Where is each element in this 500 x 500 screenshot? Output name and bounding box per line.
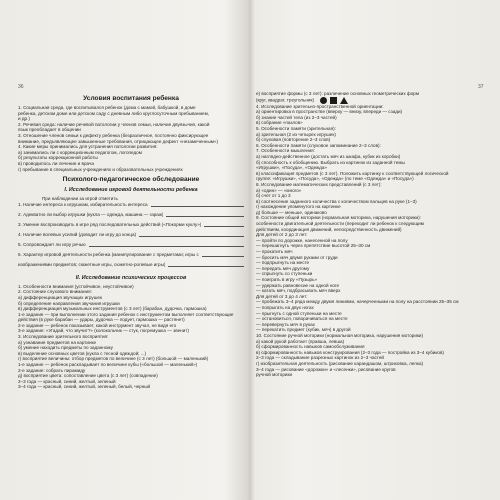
fill-in-line[interactable] [168, 262, 244, 267]
triangle-icon [340, 97, 348, 104]
list-item: а) узнавание предметов на картинке [18, 339, 97, 345]
list-item: 4. Какие меры принимались для устранения патологии развития: [18, 144, 158, 150]
fill-in-line[interactable] [166, 212, 244, 217]
fill-in-line[interactable] [151, 202, 244, 207]
list-item: б) способность к обобщению. Выбрать из картинок из заданной темы [256, 159, 405, 165]
list-item: 2-е задание — ребенок показывает, какой инструмент звучал, не видя его [18, 322, 177, 328]
list-item: 8. Исследование математических представлений (с 3 лет): [256, 181, 382, 187]
list-item: 3. Умение воспроизводить в игре ряд последовательных действий («Покорми куклу») [18, 222, 202, 228]
list-item: 2. Адекватно ли выбор игрушки (кукла — одежда, машина — гараж) [18, 212, 164, 218]
list-item: — передать мяч другому [256, 265, 310, 271]
list-item: б) определение направления звучания игрушки [18, 300, 120, 306]
right-page [256, 84, 486, 476]
list-item: — перешагнуть через препятствие высотой 25–30 см [256, 243, 371, 249]
list-item: а) дифференциация звучащих игрушек [18, 294, 102, 300]
list-item: 1. Социальная среда, где воспитывался ребенок (дома с мамой, бабушкой, в доме [18, 105, 196, 110]
list-item: 1. Особенности внимания (устойчивое, неустойчивое) [18, 283, 134, 289]
list-item: 2–3 года — красный, синий, желтый, зеленый [18, 378, 116, 384]
list-item: — прыгнуть с одной ступеньки на месте [256, 310, 342, 316]
list-item: 4. Исследование зрительно-пространственной ориентации: [256, 103, 384, 109]
list-item: 10. Состояние ручной моторики (нормальная моторика, нарушения моторики) [256, 332, 424, 338]
list-item: 3–4 года — красный, синий, желтый, зеленый, белый, черный [18, 384, 151, 390]
section-1-title: I. Исследование игровой деятельности ребенка [64, 187, 198, 194]
list-item: а) какой рукой работает (правша, левша) [256, 338, 345, 344]
list-item: внимание, предъявляющее завышенные требования, отрицающее дефект «незамеченным») [18, 138, 219, 144]
list-item: язык преобладает в общении [18, 127, 81, 133]
processes-list [18, 284, 244, 390]
exam-title: Психолого-педагогическое обследование [62, 176, 200, 184]
list-item: 2. Речевая среда: наличие речевой патологии у членов семьи, наличие двуязычия, какой [18, 121, 210, 127]
list-item: 1-е задание — при выполнении этого задания ребенок с инструментом выполняет соответствующие [18, 311, 234, 317]
list-item: Для детей от 3 до 4 лет: [256, 293, 308, 299]
list-item: 1-е задание — ребенок раскладывает по величине кубы («большой — маленький») [18, 362, 198, 368]
list-item: б) слуховая (повторение 2–3 слов) [256, 137, 331, 143]
geometric-shapes [320, 97, 348, 104]
list-item: — подпрыгнуть на месте [256, 260, 310, 266]
list-item: 3–4 года — рисование «дорожки» и «лесенки», рисование кругов [256, 366, 396, 372]
fill-in-line[interactable] [139, 232, 244, 237]
list-item: а) ориентировка в пространстве (вверху — внизу, впереди — сзади) [256, 109, 403, 115]
fill-in-line[interactable] [202, 252, 244, 257]
list-item: 1. Наличие интереса к игрушкам, избирательность интереса [18, 202, 148, 208]
list-item: а) зрительная (2 из четырех игрушек) [256, 131, 336, 137]
list-item: 2-е задание: собрать пирамиду [18, 367, 86, 373]
list-item: — прокатить мяч [256, 249, 293, 255]
list-item: 4. Наличие волевых усилий (доводит ли игру до конца) [18, 232, 137, 238]
list-item: в) выделение основных цветов (кукла с тесной одеждой; ...) [18, 350, 147, 356]
toy-intro: При наблюдении за игрой отметить [42, 196, 118, 202]
toy-list [18, 202, 244, 272]
section-title-conditions: Условия воспитания ребенка [83, 95, 179, 102]
list-item: ребенка, детском доме или детском саду с дневным либо круглосуточным пребыванием, [18, 110, 210, 116]
list-item: б) результаты коррекционной работы [18, 155, 98, 161]
list-item: а) наглядно-действенное (достать мяч из шкафа, кубик из коробки) [256, 153, 401, 159]
list-item: 2–3 года — складывание разрезных картинок из 2–3 частей [256, 355, 384, 361]
page-number-left: 36 [18, 84, 24, 90]
list-item: в) сформированность навыков конструирования (2–3 года — постройка из 3–4 кубиков) [256, 349, 444, 355]
fill-in-line[interactable] [204, 222, 244, 227]
list-item: — спрыгнуть со ступеньки [256, 271, 313, 277]
list-item: — пройти по дорожке, нанесенной на полу [256, 237, 348, 243]
list-item: б) знание частей тела (из 2–3 частей) [256, 114, 337, 120]
page-number-right: 37 [478, 84, 484, 90]
list-item: г) восприятие величины: отбор предметов по величине (с 3 лет) (большой — маленький) [18, 356, 209, 362]
list-item: — удержать равновесие на одной ноге [256, 282, 340, 288]
list-item: 6. Особенности памяти (слуховое запоминание 2–3 слов): [256, 142, 381, 148]
list-item: 2. Состояние слухового внимания: [18, 289, 92, 295]
list-item: б) умение находить предметы по заданному [18, 345, 113, 351]
list-item: Для детей от 2 до 3 лет: [256, 232, 308, 238]
list-item: действиям, координация движений, непосредственность движений) [256, 226, 402, 232]
list-item: — поиграть в игру «Пузырь» [256, 277, 318, 282]
list-item: б) счет от 1 до 3 [256, 193, 291, 199]
list-item: 7. Особенности мышления: [256, 148, 315, 154]
list-item: в) дифференциация музыкальных инструментов (с 3 лет) (барабан, дудочка, гармошка) [18, 306, 207, 312]
fill-in-line[interactable] [89, 242, 244, 247]
section-2-title: II. Исследование психических процессов [75, 274, 187, 281]
list-item: «Игрушки», «Посуда», «Одежда» [256, 165, 327, 171]
list-item: — остановиться, поворачиваться на месте [256, 316, 348, 322]
list-item: г) изобразительная деятельность (рисование карандашом, штриховка, лепка) [256, 360, 424, 366]
list-item: действия (в руке барабан — удары, дудочка — подует, гармошка — растянет) [18, 317, 185, 323]
list-item: изображениями предметов; сюжетные игры, сюжетно-ролевые игры) [18, 262, 166, 268]
list-item: г) пребывание в специальных учреждениях и образовательных учреждениях [18, 166, 183, 172]
list-item: — перевернуть мяч в руках [256, 321, 315, 327]
list-item: 3. Исследование зрительного восприятия: [18, 334, 109, 340]
conditions-list [18, 105, 244, 172]
list-item: 3-е задание: «Угадай, что звучит?» (колокольчик — стук, погремушка — звенит) [18, 328, 189, 334]
list-item: 5. Сопровождает ли игру речью [18, 242, 86, 248]
list-item: группе: «Игрушки», «Посуда», «Одежда» (по теме «Одежда» и «Посуда») [256, 176, 414, 182]
list-item: в) собрание «пазлов» [256, 120, 303, 126]
list-item: в) классификация предметов (с 3 лет). Положить картинку к соответствующей логической [256, 170, 449, 176]
square-icon [330, 97, 337, 104]
list-item: — пробежать 3–4 ряда между двумя линиями, начерченными на полу на расстоянии 25–35 см [256, 299, 459, 305]
list-item: в) проводилось ли лечение и врача [18, 160, 94, 166]
left-page [18, 84, 244, 476]
list-item: и др.) [18, 116, 30, 122]
list-item: б) сформированность навыков самообслуживания [256, 344, 365, 350]
list-item: — катать мяч, подбрасывать мяч вверх [256, 288, 341, 294]
list-item: в) соотнесение заданного количества с количеством пальцев на руке (1–3) [256, 198, 417, 204]
list-item: особенности двигательной деятельности (переходит ли ребенок к следующим [256, 221, 424, 227]
list-item: ручной моторики [256, 372, 293, 378]
list-item: г) нахождение упомянутого на картинке [256, 204, 341, 210]
circle-icon [320, 97, 327, 104]
list-item: 5. Особенности памяти (зрительная): [256, 125, 336, 131]
list-item: — попрыгать на двух ногах [256, 304, 314, 310]
list-item: 9. Состояние общей моторики (нормальная моторика, нарушения моторики): [256, 215, 421, 221]
list-item: а) «один» — «много» [256, 187, 302, 193]
list-item: д) восприятие цвета: сопоставление цвета (с 3 лет) (совпадение) [18, 373, 158, 379]
right-items-list [256, 91, 486, 378]
list-item: д) больше — меньше, одинаково [256, 209, 327, 215]
list-item: е) восприятие формы (с 3 лет): различение основных геометрических форм [256, 91, 419, 96]
list-item: 6. Характер игровой деятельности ребенка (манипулирование с предметами; игры с [18, 252, 199, 258]
list-item: а) занимались ли с коррекционным педагогом, логопедом [18, 149, 142, 155]
list-item: — бросить мяч двумя руками от груди [256, 254, 338, 260]
list-item: (круг, квадрат, треугольник) [256, 97, 486, 104]
list-item: — перекатить предмет (кубик, мяч) в другой [256, 327, 351, 333]
list-item: 3. Отношение членов семьи к дефекту ребенка (безразличное, постоянно фиксирующее [18, 132, 209, 138]
